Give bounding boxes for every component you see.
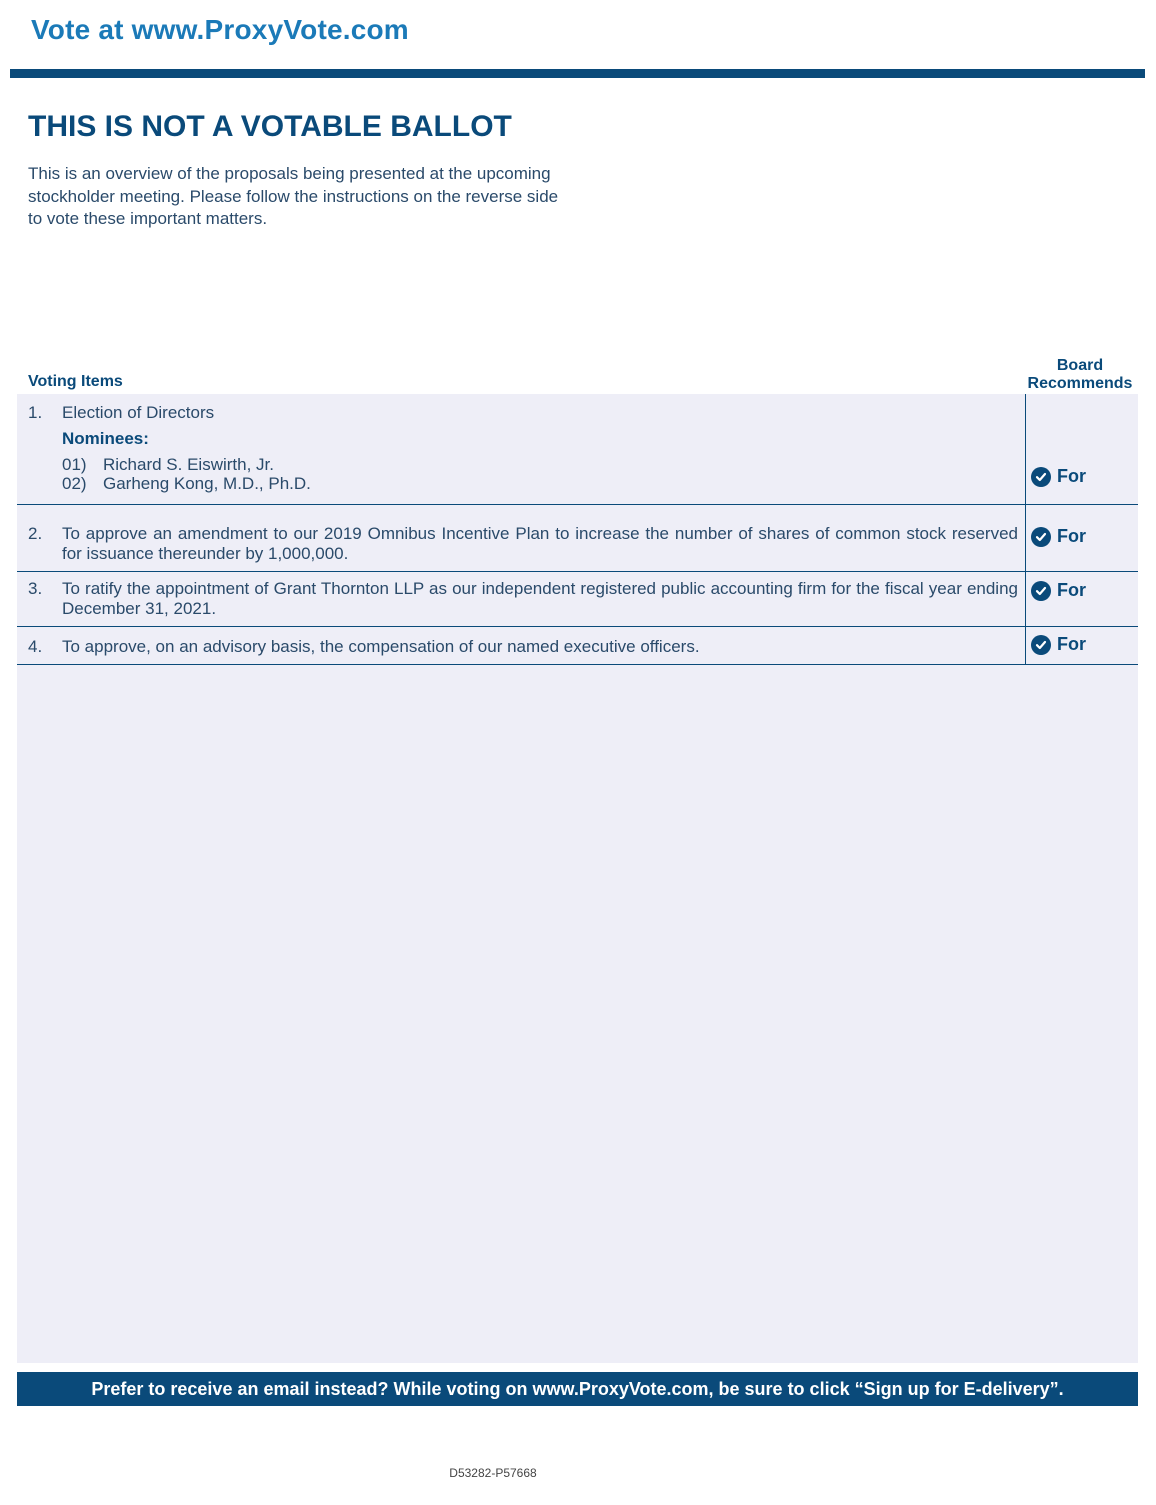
header-rule — [10, 69, 1145, 78]
board-header-line2: Recommends — [1027, 375, 1133, 392]
nominee-number: 01) — [62, 455, 87, 474]
nominee-name: Richard S. Eiswirth, Jr. — [103, 455, 274, 474]
recommendation-label: For — [1057, 634, 1086, 654]
row-divider — [17, 571, 1138, 572]
item-text: To approve an amendment to our 2019 Omnibus Incentive Plan to increase the number of shares of common stock reserved for issuance thereunder by 1,000,000. — [62, 524, 1018, 563]
item-number: 2. — [28, 524, 43, 543]
check-circle-icon — [1031, 581, 1051, 601]
document-code: D53282-P57668 — [449, 1466, 537, 1480]
nominee-item — [62, 474, 311, 493]
recommendation-2 — [1031, 526, 1086, 547]
board-recommends-header — [1022, 357, 1138, 393]
recommendation-label: For — [1057, 526, 1086, 546]
voting-item-3 — [28, 579, 1018, 621]
voting-item-4 — [28, 637, 1018, 659]
recommendation-1 — [1031, 466, 1086, 487]
board-header-line1: Board — [1056, 357, 1104, 374]
edelivery-banner: Prefer to receive an email instead? While voting on www.ProxyVote.com, be sure to click “Sign up for E-delivery”. — [17, 1372, 1138, 1406]
voting-item-1 — [28, 403, 1018, 427]
check-circle-icon — [1031, 467, 1051, 487]
nominee-name: Garheng Kong, M.D., Ph.D. — [103, 474, 311, 493]
row-divider — [17, 626, 1138, 627]
row-divider — [17, 504, 1138, 505]
item-text: To ratify the appointment of Grant Thornton LLP as our independent registered public accounting firm for the fiscal year ending December 31, 2021. — [62, 579, 1018, 618]
page-title: THIS IS NOT A VOTABLE BALLOT — [28, 110, 512, 143]
recommendation-label: For — [1057, 580, 1086, 600]
item-number: 4. — [28, 637, 43, 656]
item-text: Election of Directors — [62, 403, 215, 422]
row-divider — [17, 664, 1138, 665]
recommendation-4 — [1031, 634, 1086, 655]
recommendation-3 — [1031, 580, 1086, 601]
check-circle-icon — [1031, 527, 1051, 547]
nominees-label: Nominees: — [62, 429, 149, 448]
vote-url-heading: Vote at www.ProxyVote.com — [31, 14, 409, 45]
column-divider — [1025, 394, 1026, 664]
check-circle-icon — [1031, 635, 1051, 655]
intro-paragraph: This is an overview of the proposals being presented at the upcoming stockholder meeting. Please follow the instructions on the reverse side to vote these important matters. — [28, 164, 559, 228]
item-text: To approve, on an advisory basis, the compensation of our named executive officers. — [62, 637, 700, 656]
item-number: 3. — [28, 579, 43, 598]
voting-item-2 — [28, 524, 1018, 566]
item-number: 1. — [28, 403, 43, 422]
nominee-item — [62, 455, 274, 474]
recommendation-label: For — [1057, 466, 1086, 486]
nominee-number: 02) — [62, 474, 87, 493]
voting-items-header: Voting Items — [28, 373, 123, 390]
